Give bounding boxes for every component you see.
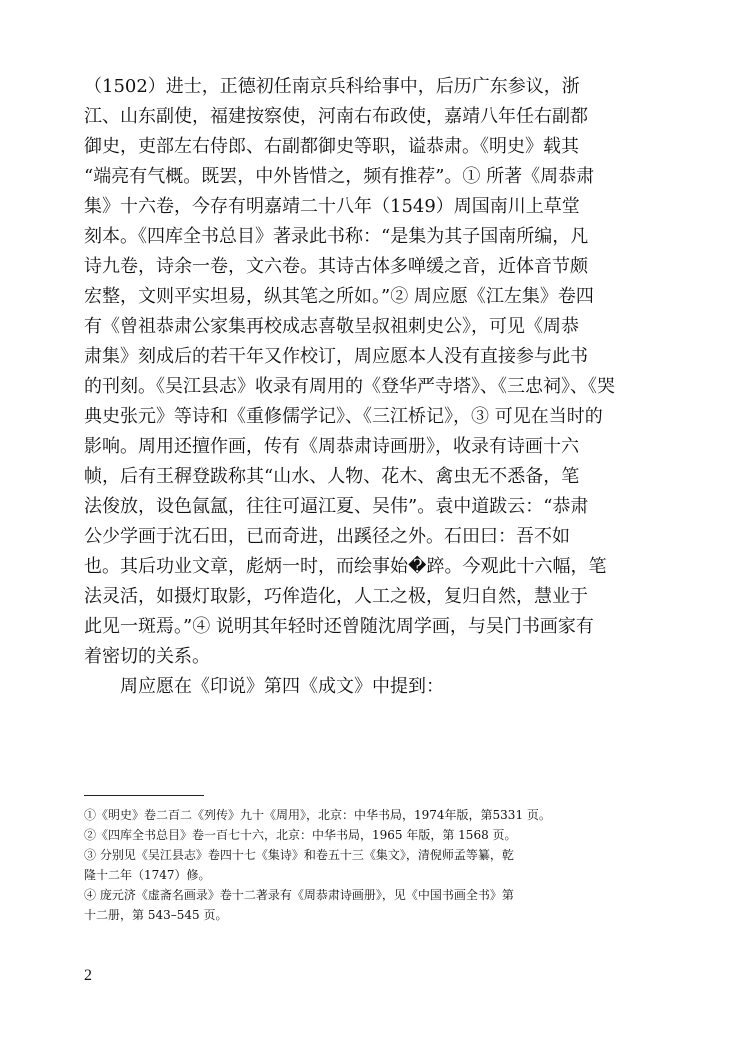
footnote-line: ②《四库全书总目》卷一百七十六，北京：中华书局，1965 年版，第 1568 页。	[84, 828, 517, 842]
text-line: 宏整，文则平实坦易，纵其笔之所如。”② 周应愿《江左集》卷四	[84, 286, 594, 307]
text-line: “端亮有气概。既罢，中外皆惜之，频有推荐”。① 所著《周恭肃	[84, 166, 595, 187]
footnote-separator	[84, 795, 204, 796]
text-line: 诗九卷，诗余一卷，文六卷。其诗古体多啴缓之音，近体音节颇	[84, 256, 588, 277]
paragraph-first-line: 周应愿在《印说》第四《成文》中提到：	[120, 676, 444, 697]
text-line: 着密切的关系。	[84, 646, 210, 667]
text-line: 影响。周用还擅作画，传有《周恭肃诗画册》，收录有诗画十六	[84, 436, 579, 457]
footnotes	[84, 805, 584, 925]
text-line: 法俊放，设色氤氲，往往可逼江夏、吴伟”。袁中道跋云：“恭肃	[84, 496, 589, 517]
footnote-line: ④ 庞元济《虚斋名画录》卷十二著录有《周恭肃诗画册》，见《中国书画全书》第	[84, 888, 514, 902]
text-line: 有《曾祖恭肃公家集再校成志喜敬呈叔祖刺史公》，可见《周恭	[84, 316, 579, 337]
text-line: 也。其后功业文章，彪炳一时，而绘事始�踤。今观此十六幅，笔	[84, 556, 607, 577]
text-line: 集》十六卷，今存有明嘉靖二十八年（1549）周国南川上草堂	[84, 196, 580, 217]
text-line: 江、山东副使，福建按察使，河南右布政使，嘉靖八年任右副都	[84, 106, 588, 127]
footnote-line: 十二册，第 543–545 页。	[84, 908, 228, 922]
text-line: 公少学画于沈石田，已而奇进，出蹊径之外。石田曰：吾不如	[84, 526, 570, 547]
text-line: 刻本。《四库全书总目》著录此书称：“是集为其子国南所编，凡	[84, 226, 589, 247]
text-line: （1502）进士，正德初任南京兵科给事中，后历广东参议，浙	[84, 76, 580, 97]
text-line: 此见一斑焉。”④ 说明其年轻时还曾随沈周学画，与吴门书画家有	[84, 616, 594, 637]
text-line: 典史张元》等诗和《重修儒学记》、《三江桥记》，③ 可见在当时的	[84, 406, 603, 427]
text-line: 法灵活，如摄灯取影，巧侔造化，人工之极，复归自然，慧业于	[84, 586, 588, 607]
page-number: 2	[84, 967, 92, 984]
text-line: 的刊刻。《吴江县志》收录有周用的《登华严寺塔》、《三忠祠》、《哭	[84, 376, 615, 397]
text-line: 御史，吏部左右侍郎、右副都御史等职，谥恭肃。《明史》载其	[84, 136, 579, 157]
main-text	[84, 72, 615, 702]
footnote-line: ③ 分别见《吴江县志》卷四十七《集诗》和卷五十三《集文》，清倪师孟等纂，乾	[84, 848, 514, 862]
text-line: 帧，后有王稺登跋称其“山水、人物、花木、禽虫无不悉备，笔	[84, 466, 580, 487]
footnote-line: 隆十二年（1747）修。	[84, 868, 211, 882]
text-line: 肃集》刻成后的若干年又作校订，周应愿本人没有直接参与此书	[84, 346, 588, 367]
footnote-line: ①《明史》卷二百二《列传》九十《周用》，北京：中华书局，1974年版，第5331 页。	[84, 808, 551, 822]
